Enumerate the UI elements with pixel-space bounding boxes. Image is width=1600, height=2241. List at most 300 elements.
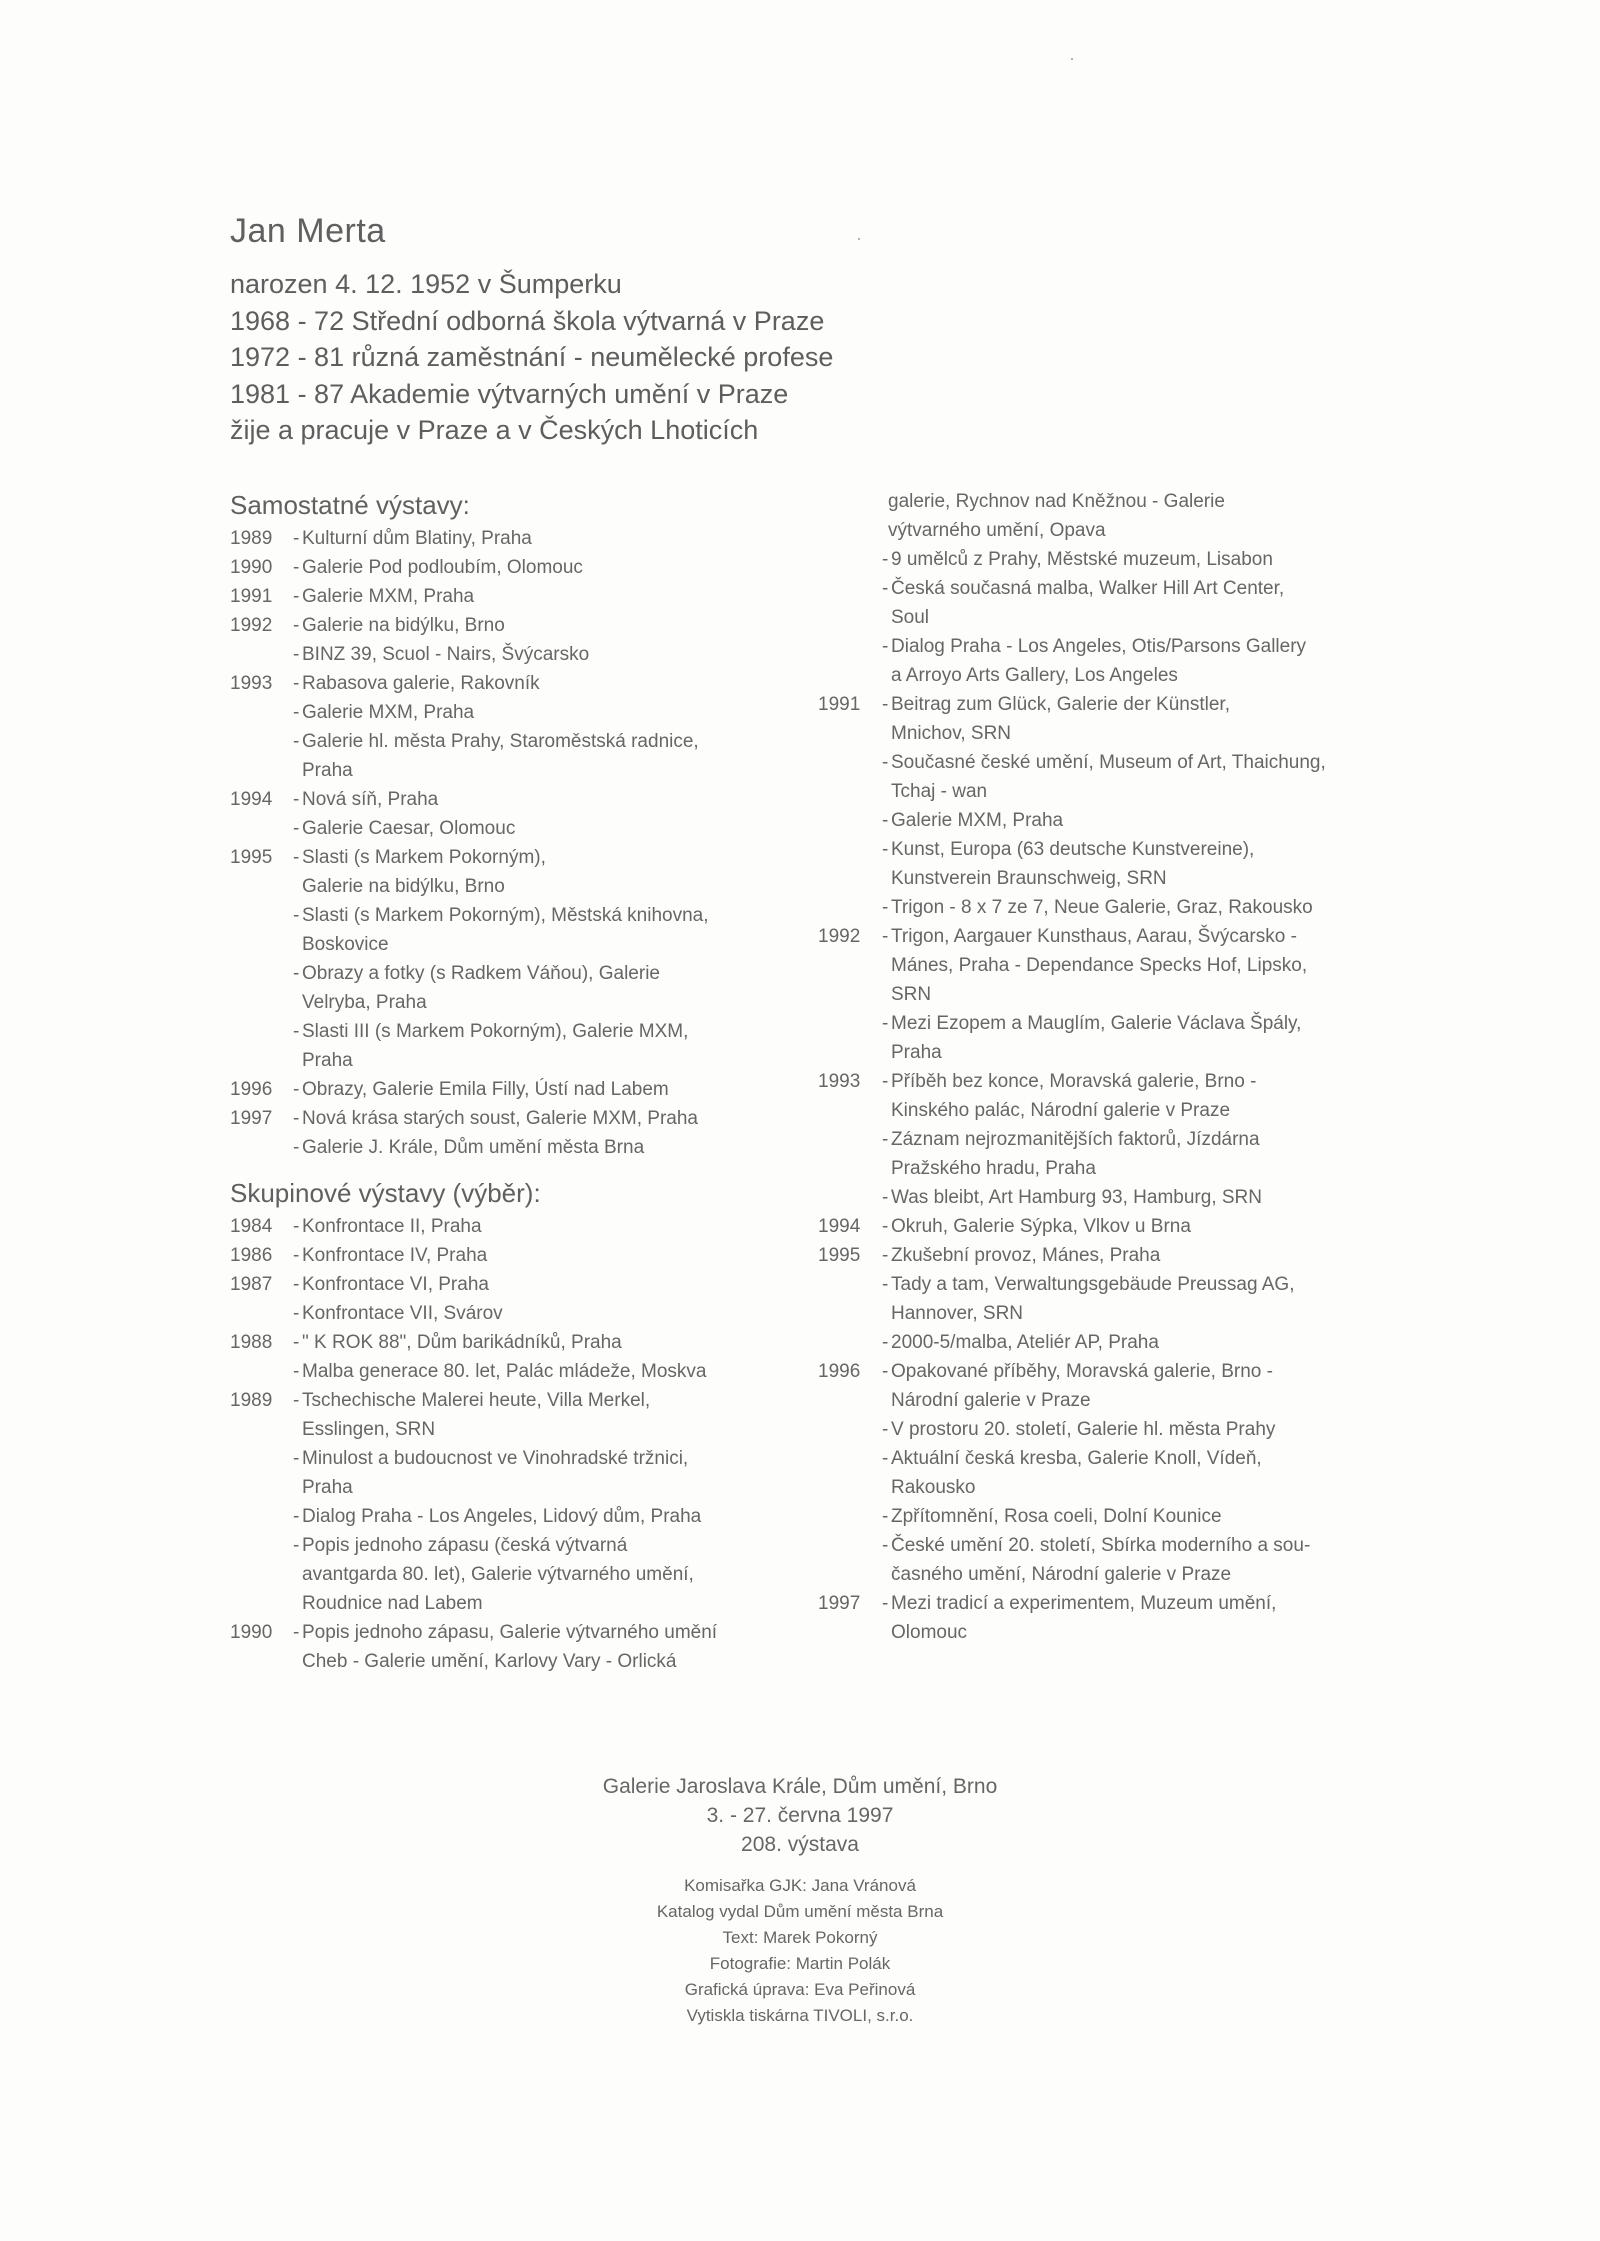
year-spacer	[230, 640, 293, 669]
exhibition-entry	[818, 1212, 1378, 1241]
exhibition-entry	[818, 574, 1378, 632]
exhibition-line: Obrazy a fotky (s Radkem Váňou), Galerie	[302, 963, 660, 984]
exhibition-line: výtvarného umění, Opava	[888, 520, 1106, 541]
exhibition-line: Soul	[891, 607, 930, 628]
exhibition-entry	[230, 1104, 790, 1133]
entry-dash: -	[882, 1187, 889, 1208]
credit-line: Text: Marek Pokorný	[722, 1928, 878, 1947]
exhibition-year: 1988	[230, 1332, 273, 1353]
exhibition-entry	[230, 959, 790, 1017]
exhibition-year: 1995	[818, 1245, 861, 1266]
exhibition-line: Olomouc	[891, 1622, 968, 1643]
exhibition-entry	[230, 1270, 790, 1299]
entry-dash: -	[882, 1129, 889, 1150]
exhibition-line: Esslingen, SRN	[302, 1419, 436, 1440]
exhibition-entry	[818, 1067, 1378, 1125]
exhibition-info	[0, 1772, 1600, 1859]
entry-dash: -	[293, 818, 300, 839]
exhibition-line: Mnichov, SRN	[891, 723, 1012, 744]
year-spacer	[230, 1502, 293, 1531]
exhibition-text	[302, 582, 790, 611]
exhibition-text	[302, 1531, 790, 1618]
exhibition-line: Malba generace 80. let, Palác mládeže, Moskva	[302, 1361, 707, 1382]
exhibition-line: Slasti (s Markem Pokorným),	[302, 847, 546, 868]
entry-dash: -	[882, 549, 889, 570]
bio-line: žije a pracuje v Praze a v Českých Lhoticích	[230, 415, 759, 445]
exhibition-text	[891, 1444, 1378, 1502]
year-spacer	[818, 1009, 882, 1067]
year-spacer	[230, 1531, 293, 1618]
colophon-line: Galerie Jaroslava Krále, Dům umění, Brno	[602, 1775, 998, 1798]
year-spacer	[818, 632, 882, 690]
exhibition-entry	[818, 835, 1378, 893]
exhibition-year: 1994	[818, 1216, 861, 1237]
entry-dash: -	[882, 578, 889, 599]
exhibition-entry	[230, 1241, 790, 1270]
entry-dash: -	[882, 1448, 889, 1469]
exhibition-line: Velryba, Praha	[302, 992, 427, 1013]
entry-dash: -	[293, 1535, 300, 1556]
exhibition-entry	[818, 545, 1378, 574]
exhibition-line: Rabasova galerie, Rakovník	[302, 673, 540, 694]
entry-dash: -	[882, 1274, 889, 1295]
exhibition-year: 1991	[230, 586, 273, 607]
exhibition-line: Konfrontace VI, Praha	[302, 1274, 489, 1295]
exhibition-entry	[230, 727, 790, 785]
exhibition-entry	[818, 690, 1378, 748]
exhibition-year: 1986	[230, 1245, 273, 1266]
exhibition-text	[891, 1125, 1378, 1183]
exhibition-entry	[818, 1009, 1378, 1067]
exhibition-line: Praha	[891, 1042, 942, 1063]
exhibition-line: BINZ 39, Scuol - Nairs, Švýcarsko	[302, 644, 590, 665]
exhibition-year: 1997	[818, 1593, 861, 1614]
exhibition-text	[302, 1017, 790, 1075]
exhibition-text	[302, 1075, 790, 1104]
exhibition-line: Rakousko	[891, 1477, 976, 1498]
exhibition-entry	[818, 1357, 1378, 1415]
exhibition-text	[891, 1589, 1378, 1647]
exhibition-entry	[230, 1328, 790, 1357]
exhibition-line: V prostoru 20. století, Galerie hl. města Prahy	[891, 1419, 1276, 1440]
exhibition-line: Popis jednoho zápasu, Galerie výtvarného umění	[302, 1622, 718, 1643]
exhibition-entry	[818, 1502, 1378, 1531]
exhibition-text	[302, 1241, 790, 1270]
paper-speck	[858, 238, 860, 240]
exhibition-text	[891, 893, 1378, 922]
exhibition-line: Nová síň, Praha	[302, 789, 439, 810]
credit-line: Katalog vydal Dům umění města Brna	[656, 1902, 944, 1921]
exhibition-entry	[230, 698, 790, 727]
entry-dash: -	[293, 1108, 300, 1129]
exhibition-line: 2000-5/malba, Ateliér AP, Praha	[891, 1332, 1159, 1353]
exhibition-entry	[230, 1531, 790, 1618]
exhibition-line: Kulturní dům Blatiny, Praha	[302, 528, 532, 549]
entry-dash: -	[293, 1137, 300, 1158]
exhibition-entry	[230, 669, 790, 698]
entry-dash: -	[293, 1622, 300, 1643]
entry-dash: -	[293, 586, 300, 607]
exhibition-line: Galerie MXM, Praha	[302, 586, 475, 607]
exhibition-text	[891, 1067, 1378, 1125]
exhibition-line: Popis jednoho zápasu (česká výtvarná	[302, 1535, 628, 1556]
exhibition-text	[302, 814, 790, 843]
exhibition-line: Tschechische Malerei heute, Villa Merkel,	[302, 1390, 651, 1411]
exhibition-line: Galerie na bidýlku, Brno	[302, 876, 505, 897]
year-spacer	[818, 893, 882, 922]
bio-line: narozen 4. 12. 1952 v Šumperku	[230, 269, 622, 299]
solo-exhibitions-list	[230, 524, 790, 1162]
exhibition-text	[891, 1357, 1378, 1415]
entry-dash: -	[882, 1013, 889, 1034]
exhibition-line: 9 umělců z Prahy, Městské muzeum, Lisabon	[891, 549, 1273, 570]
entry-dash: -	[293, 1390, 300, 1411]
exhibition-text	[891, 748, 1378, 806]
entry-dash: -	[882, 1593, 889, 1614]
exhibition-entry	[818, 1270, 1378, 1328]
exhibition-year: 1990	[230, 1622, 273, 1643]
entry-dash: -	[882, 1245, 889, 1266]
exhibition-entry	[818, 1444, 1378, 1502]
exhibition-entry	[818, 893, 1378, 922]
entry-dash: -	[882, 694, 889, 715]
exhibition-entry	[230, 1444, 790, 1502]
entry-dash: -	[882, 897, 889, 918]
exhibition-line: Kinského palác, Národní galerie v Praze	[891, 1100, 1231, 1121]
exhibition-year: 1987	[230, 1274, 273, 1295]
exhibition-line: Minulost a budoucnost ve Vinohradské tržnici,	[302, 1448, 689, 1469]
exhibition-line: Konfrontace IV, Praha	[302, 1245, 488, 1266]
colophon-line: 3. - 27. června 1997	[706, 1804, 894, 1827]
entry-dash: -	[293, 1079, 300, 1100]
exhibition-line: avantgarda 80. let), Galerie výtvarného umění,	[302, 1564, 694, 1585]
entry-dash: -	[882, 1535, 889, 1556]
exhibition-line: Galerie na bidýlku, Brno	[302, 615, 505, 636]
exhibition-text	[891, 690, 1378, 748]
entry-dash: -	[882, 1361, 889, 1382]
exhibition-text	[302, 901, 790, 959]
exhibition-line: České umění 20. století, Sbírka moderního a sou-	[891, 1535, 1311, 1556]
credit-line: Grafická úprava: Eva Peřinová	[684, 1980, 916, 1999]
group-exhibitions-list	[230, 1212, 790, 1676]
year-spacer	[818, 1328, 882, 1357]
exhibition-year: 1991	[818, 694, 861, 715]
entry-dash: -	[882, 1506, 889, 1527]
exhibition-line: Dialog Praha - Los Angeles, Lidový dům, Praha	[302, 1506, 702, 1527]
exhibition-entry	[230, 582, 790, 611]
entry-dash: -	[293, 1274, 300, 1295]
solo-exhibitions-heading: Samostatné výstavy:	[230, 490, 470, 520]
right-column	[818, 487, 1378, 1647]
exhibition-text	[302, 727, 790, 785]
exhibition-text	[302, 785, 790, 814]
exhibition-text	[302, 640, 790, 669]
year-spacer	[818, 1502, 882, 1531]
exhibition-line: Mezi tradicí a experimentem, Muzeum umění,	[891, 1593, 1277, 1614]
exhibition-line: Boskovice	[302, 934, 389, 955]
exhibition-text	[891, 1328, 1378, 1357]
exhibition-entry	[230, 1075, 790, 1104]
exhibition-line: časného umění, Národní galerie v Praze	[891, 1564, 1232, 1585]
exhibition-text	[302, 1444, 790, 1502]
credit-line: Komisařka GJK: Jana Vránová	[684, 1876, 916, 1895]
exhibition-line: Opakované příběhy, Moravská galerie, Brno -	[891, 1361, 1273, 1382]
exhibition-line: Záznam nejrozmanitějších faktorů, Jízdárna	[891, 1129, 1260, 1150]
exhibition-text	[302, 1270, 790, 1299]
exhibition-text	[302, 1502, 790, 1531]
exhibition-text	[302, 1299, 790, 1328]
exhibition-line: Zpřítomnění, Rosa coeli, Dolní Kounice	[891, 1506, 1222, 1527]
exhibition-line: Galerie Pod podloubím, Olomouc	[302, 557, 583, 578]
entry-dash: -	[882, 1332, 889, 1353]
group-exhibitions-list-continued	[818, 545, 1378, 1647]
entry-dash: -	[293, 702, 300, 723]
exhibition-entry	[818, 1415, 1378, 1444]
exhibition-entry	[230, 814, 790, 843]
exhibition-entry	[818, 632, 1378, 690]
exhibition-line: Konfrontace VII, Svárov	[302, 1303, 503, 1324]
colophon-line: 208. výstava	[741, 1833, 859, 1856]
entry-dash: -	[882, 1419, 889, 1440]
entry-dash: -	[882, 926, 889, 947]
exhibition-entry	[230, 1299, 790, 1328]
exhibition-line: Nová krása starých soust, Galerie MXM, Praha	[302, 1108, 698, 1129]
exhibition-entry	[818, 1328, 1378, 1357]
year-spacer	[230, 1017, 293, 1075]
year-spacer	[230, 698, 293, 727]
exhibition-year: 1994	[230, 789, 273, 810]
exhibition-text	[891, 1270, 1378, 1328]
group-exhibitions-heading: Skupinové výstavy (výběr):	[230, 1178, 541, 1208]
exhibition-line: Pražského hradu, Praha	[891, 1158, 1096, 1179]
exhibition-entry	[230, 524, 790, 553]
entry-dash: -	[882, 1071, 889, 1092]
exhibition-text	[302, 1212, 790, 1241]
exhibition-line: Trigon, Aargauer Kunsthaus, Aarau, Švýcarsko -	[891, 926, 1297, 947]
year-spacer	[230, 1133, 293, 1162]
exhibition-year: 1996	[230, 1079, 273, 1100]
exhibition-line: Příběh bez konce, Moravská galerie, Brno -	[891, 1071, 1257, 1092]
exhibition-line: Roudnice nad Labem	[302, 1593, 483, 1614]
exhibition-line: Zkušební provoz, Mánes, Praha	[891, 1245, 1161, 1266]
exhibition-line: Tchaj - wan	[891, 781, 988, 802]
exhibition-line: Aktuální česká kresba, Galerie Knoll, Vídeň,	[891, 1448, 1262, 1469]
entry-dash: -	[293, 528, 300, 549]
year-spacer	[818, 1531, 882, 1589]
entry-dash: -	[293, 1448, 300, 1469]
exhibition-entry	[230, 1017, 790, 1075]
exhibition-entry	[818, 806, 1378, 835]
exhibition-entry	[230, 843, 790, 901]
year-spacer	[230, 959, 293, 1017]
entry-dash: -	[882, 839, 889, 860]
exhibition-entry	[818, 1531, 1378, 1589]
exhibition-entry	[230, 1212, 790, 1241]
exhibition-line: Současné české umění, Museum of Art, Thaichung,	[891, 752, 1326, 773]
exhibition-entry	[230, 1357, 790, 1386]
exhibition-entry	[230, 1618, 790, 1676]
bio-line: 1981 - 87 Akademie výtvarných umění v Praze	[230, 378, 789, 409]
bio-line: 1972 - 81 různá zaměstnání - neumělecké profese	[230, 342, 834, 372]
exhibition-entry	[230, 1133, 790, 1162]
exhibition-text	[302, 553, 790, 582]
year-spacer	[818, 1444, 882, 1502]
exhibition-text	[891, 806, 1378, 835]
exhibition-line: Hannover, SRN	[891, 1303, 1024, 1324]
entry-dash: -	[293, 1021, 300, 1042]
exhibition-line: Mánes, Praha - Dependance Specks Hof, Lipsko,	[891, 955, 1308, 976]
exhibition-entry	[818, 922, 1378, 1009]
exhibition-line: Beitrag zum Glück, Galerie der Künstler,	[891, 694, 1230, 715]
exhibition-text	[302, 843, 790, 901]
exhibition-text	[302, 1357, 790, 1386]
entry-dash: -	[293, 905, 300, 926]
credit-line: Fotografie: Martin Polák	[709, 1954, 891, 1973]
exhibition-year: 1992	[818, 926, 861, 947]
entry-dash: -	[293, 1216, 300, 1237]
entry-dash: -	[293, 1361, 300, 1382]
year-spacer	[230, 727, 293, 785]
exhibition-line: Galerie MXM, Praha	[891, 810, 1064, 831]
exhibition-line: Česká současná malba, Walker Hill Art Center,	[891, 578, 1285, 599]
year-spacer	[818, 748, 882, 806]
year-spacer	[230, 901, 293, 959]
exhibition-line: Galerie J. Krále, Dům umění města Brna	[302, 1137, 645, 1158]
exhibition-text	[891, 1183, 1378, 1212]
year-spacer	[230, 1444, 293, 1502]
exhibition-line: Kunst, Europa (63 deutsche Kunstvereine),	[891, 839, 1255, 860]
exhibition-line: Galerie hl. města Prahy, Staroměstská radnice,	[302, 731, 699, 752]
exhibition-text	[302, 669, 790, 698]
entry-dash: -	[293, 1303, 300, 1324]
year-spacer	[818, 835, 882, 893]
exhibition-entry	[818, 1183, 1378, 1212]
left-column	[230, 488, 790, 1676]
entry-dash: -	[882, 752, 889, 773]
colophon	[0, 1772, 1600, 2029]
year-spacer	[818, 1415, 882, 1444]
exhibition-entry	[818, 1589, 1378, 1647]
year-spacer	[818, 1270, 882, 1328]
year-spacer	[230, 1357, 293, 1386]
paper-speck	[1071, 58, 1073, 60]
exhibition-line: Konfrontace II, Praha	[302, 1216, 482, 1237]
exhibition-line: Trigon - 8 x 7 ze 7, Neue Galerie, Graz, Rakousko	[891, 897, 1313, 918]
exhibition-line: Praha	[302, 1050, 353, 1071]
exhibition-line: Galerie MXM, Praha	[302, 702, 475, 723]
exhibition-year: 1984	[230, 1216, 273, 1237]
exhibition-line: SRN	[891, 984, 932, 1005]
exhibition-entry	[230, 640, 790, 669]
exhibition-line: Národní galerie v Praze	[891, 1390, 1091, 1411]
entry-dash: -	[293, 731, 300, 752]
entry-dash: -	[882, 1216, 889, 1237]
exhibition-entry	[818, 748, 1378, 806]
exhibition-line: Galerie Caesar, Olomouc	[302, 818, 516, 839]
exhibition-text	[302, 959, 790, 1017]
exhibition-line: Okruh, Galerie Sýpka, Vlkov u Brna	[891, 1216, 1191, 1237]
entry-dash: -	[293, 789, 300, 810]
exhibition-text	[302, 1328, 790, 1357]
exhibition-year: 1993	[818, 1071, 861, 1092]
year-spacer	[818, 806, 882, 835]
entry-dash: -	[293, 1506, 300, 1527]
exhibition-entry	[818, 1125, 1378, 1183]
artist-name: Jan Merta	[230, 212, 386, 250]
exhibition-line: Kunstverein Braunschweig, SRN	[891, 868, 1167, 889]
exhibition-text	[302, 1618, 790, 1676]
year-spacer	[818, 545, 882, 574]
biography	[230, 266, 833, 449]
credits	[0, 1873, 1600, 2029]
exhibition-text	[891, 1415, 1378, 1444]
exhibition-entry	[230, 785, 790, 814]
exhibition-year: 1989	[230, 1390, 273, 1411]
exhibition-year: 1996	[818, 1361, 861, 1382]
year-spacer	[818, 574, 882, 632]
entry-dash: -	[882, 636, 889, 657]
exhibition-entry	[230, 553, 790, 582]
entry-dash: -	[293, 673, 300, 694]
exhibition-text	[891, 632, 1378, 690]
exhibition-year: 1993	[230, 673, 273, 694]
exhibition-entry	[230, 901, 790, 959]
exhibition-year: 1997	[230, 1108, 273, 1129]
exhibition-line: Obrazy, Galerie Emila Filly, Ústí nad Labem	[302, 1079, 669, 1100]
exhibition-entry	[230, 1502, 790, 1531]
exhibition-line: Mezi Ezopem a Mauglím, Galerie Václava Špály,	[891, 1013, 1302, 1034]
entry-dash: -	[882, 810, 889, 831]
exhibition-text	[891, 1531, 1378, 1589]
credit-line: Vytiskla tiskárna TIVOLI, s.r.o.	[686, 2006, 914, 2025]
exhibition-text	[302, 1133, 790, 1162]
bio-line: 1968 - 72 Střední odborná škola výtvarná v Praze	[230, 305, 825, 336]
entry-dash: -	[293, 557, 300, 578]
entry-dash: -	[293, 644, 300, 665]
exhibition-line: Tady a tam, Verwaltungsgebäude Preussag AG,	[891, 1274, 1295, 1295]
entry-dash: -	[293, 847, 300, 868]
exhibition-entry	[230, 1386, 790, 1444]
year-spacer	[818, 1125, 882, 1183]
exhibition-text	[302, 1104, 790, 1133]
exhibition-line: Praha	[302, 760, 353, 781]
exhibition-text	[891, 1009, 1378, 1067]
exhibition-year: 1995	[230, 847, 273, 868]
exhibition-text	[891, 922, 1378, 1009]
exhibition-text	[891, 1212, 1378, 1241]
exhibition-line: Slasti (s Markem Pokorným), Městská knihovna,	[302, 905, 709, 926]
exhibition-entry	[818, 1241, 1378, 1270]
exhibition-text	[302, 1386, 790, 1444]
exhibition-line: Slasti III (s Markem Pokorným), Galerie MXM,	[302, 1021, 689, 1042]
exhibition-line: Was bleibt, Art Hamburg 93, Hamburg, SRN	[891, 1187, 1262, 1208]
exhibition-text	[891, 1502, 1378, 1531]
exhibition-text	[891, 574, 1378, 632]
exhibition-line: Praha	[302, 1477, 353, 1498]
entry-dash: -	[293, 963, 300, 984]
exhibition-year: 1989	[230, 528, 273, 549]
exhibition-year: 1992	[230, 615, 273, 636]
group-exhibitions-continuation	[818, 487, 1378, 545]
exhibition-line: a Arroyo Arts Gallery, Los Angeles	[891, 665, 1178, 686]
entry-dash: -	[293, 615, 300, 636]
exhibition-text	[302, 524, 790, 553]
year-spacer	[230, 814, 293, 843]
exhibition-text	[891, 545, 1378, 574]
exhibition-line: " K ROK 88", Dům barikádníků, Praha	[302, 1332, 622, 1353]
entry-dash: -	[293, 1332, 300, 1353]
exhibition-text	[302, 611, 790, 640]
